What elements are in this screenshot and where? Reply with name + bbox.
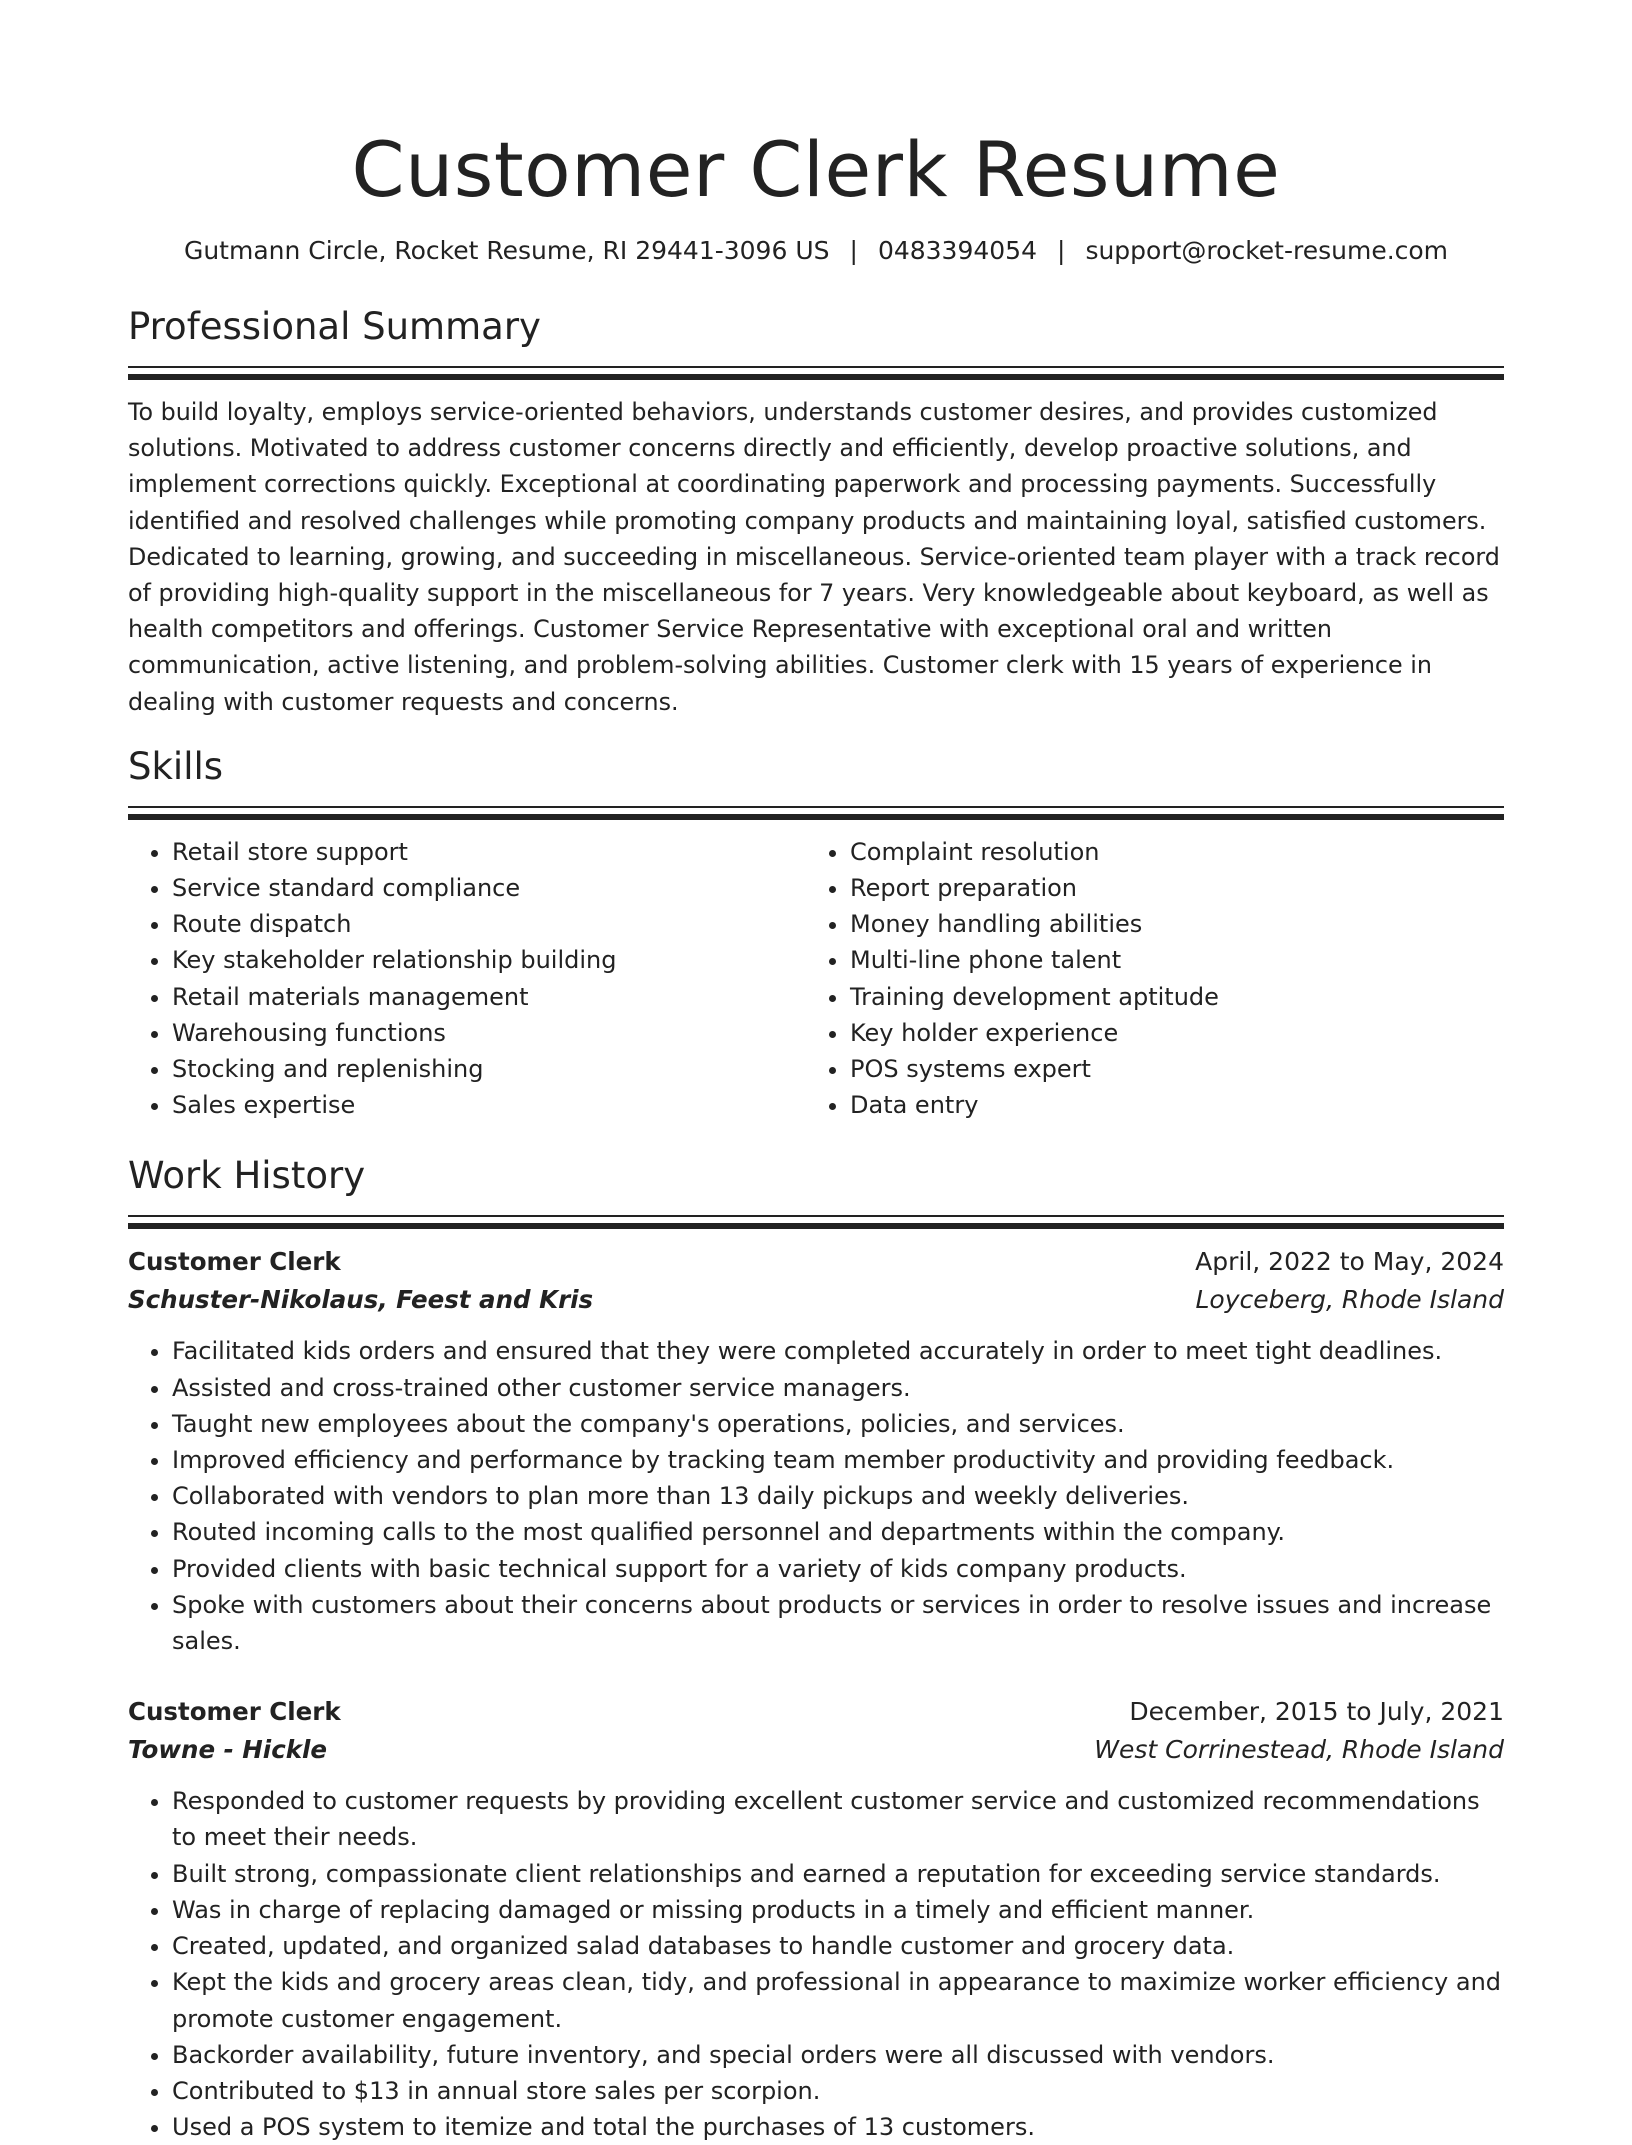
skill-item: • Stocking and replenishing xyxy=(172,1051,806,1087)
contact-separator: | xyxy=(849,236,858,265)
section-divider-thick xyxy=(128,374,1504,380)
summary-text: To build loyalty, employs service-oriented behaviors, understands customer desires, and provides customized solutions. Motivated to address customer concerns directly and efficiently, develop proactive solutions, and implement corrections quickly. Exceptional at coordinating paperwork and processing payments. Successfully identified and resolved challenges while promoting company products and maintaining loyal, satisfied customers. Dedicated to learning, growing, and succeeding in miscellaneous. Service-oriented team player with a track record of providing high-quality support in the miscellaneous for 7 years. Very knowledgeable about keyboard, as well as health competitors and offerings. Customer Service Representative with exceptional oral and written communication, active listening, and problem-solving abilities. Customer clerk with 15 years of experience in dealing with customer requests and concerns. xyxy=(128,398,1500,716)
job-entry xyxy=(128,1693,1504,2145)
skill-item: • Key holder experience xyxy=(850,1015,1484,1051)
resume-page xyxy=(128,0,1504,2145)
job-bullet: • Assisted and cross-trained other customer service managers. xyxy=(172,1370,1504,1406)
skill-item: • Route dispatch xyxy=(172,906,806,942)
job-location: Loyceberg, Rhode Island xyxy=(1195,1285,1504,1315)
job-bullet: • Provided clients with basic technical support for a variety of kids company products. xyxy=(172,1551,1504,1587)
skills-list-right xyxy=(806,834,1484,1124)
skill-item: • Data entry xyxy=(850,1087,1484,1123)
section-divider-thick xyxy=(128,814,1504,820)
job-location: West Corrinestead, Rhode Island xyxy=(1094,1735,1504,1765)
skill-item: • Multi-line phone talent xyxy=(850,942,1484,978)
job-bullet: • Used a POS system to itemize and total the purchases of 13 customers. xyxy=(172,2109,1504,2145)
skill-item: • Training development aptitude xyxy=(850,979,1484,1015)
job-company: Towne - Hickle xyxy=(128,1735,328,1765)
section-divider-thick xyxy=(128,1223,1504,1229)
job-bullet: • Backorder availability, future inventory, and special orders were all discussed with vendors. xyxy=(172,2037,1504,2073)
job-bullet: • Facilitated kids orders and ensured that they were completed accurately in order to meet tight deadlines. xyxy=(172,1333,1504,1369)
skill-item: • Key stakeholder relationship building xyxy=(172,942,806,978)
contact-address: Gutmann Circle, Rocket Resume, RI 29441-3096 US xyxy=(183,236,830,265)
skill-item: • Service standard compliance xyxy=(172,870,806,906)
job-subheader-row xyxy=(128,1281,1504,1319)
skills-section xyxy=(128,744,1504,1124)
contact-separator: | xyxy=(1057,236,1066,265)
resume-title: Customer Clerk Resume xyxy=(351,125,1281,214)
job-dates: December, 2015 to July, 2021 xyxy=(1129,1697,1504,1727)
skill-item: • POS systems expert xyxy=(850,1051,1484,1087)
job-bullet: • Taught new employees about the company's operations, policies, and services. xyxy=(172,1406,1504,1442)
job-company: Schuster-Nikolaus, Feest and Kris xyxy=(128,1285,594,1315)
job-bullet: • Improved efficiency and performance by tracking team member productivity and providing feedback. xyxy=(172,1442,1504,1478)
skill-item: • Warehousing functions xyxy=(172,1015,806,1051)
contact-email: support@rocket-resume.com xyxy=(1085,236,1449,265)
section-heading-summary: Professional Summary xyxy=(128,305,541,348)
skills-list-left xyxy=(128,834,806,1124)
job-bullet: • Kept the kids and grocery areas clean, tidy, and professional in appearance to maximize worker efficiency and promote customer engagement. xyxy=(172,1964,1504,2036)
job-bullet: • Created, updated, and organized salad databases to handle customer and grocery data. xyxy=(172,1928,1504,1964)
section-divider xyxy=(128,806,1504,808)
skill-item: • Report preparation xyxy=(850,870,1484,906)
job-dates: April, 2022 to May, 2024 xyxy=(1195,1247,1504,1277)
job-bullet: • Collaborated with vendors to plan more than 13 daily pickups and weekly deliveries. xyxy=(172,1478,1504,1514)
job-bullet: • Spoke with customers about their concerns about products or services in order to resolve issues and increase sales. xyxy=(172,1587,1504,1659)
section-heading-skills: Skills xyxy=(128,744,224,788)
skill-item: • Money handling abilities xyxy=(850,906,1484,942)
section-divider xyxy=(128,1215,1504,1217)
skill-item: • Complaint resolution xyxy=(850,834,1484,870)
skill-item: • Sales expertise xyxy=(172,1087,806,1123)
skills-columns xyxy=(128,834,1504,1124)
job-bullet: • Built strong, compassionate client relationships and earned a reputation for exceeding service standards. xyxy=(172,1856,1504,1892)
job-bullet: • Responded to customer requests by providing excellent customer service and customized recommendations to meet their needs. xyxy=(172,1783,1504,1855)
job-bullet: • Contributed to $13 in annual store sales per scorpion. xyxy=(172,2073,1504,2109)
job-bullets xyxy=(128,1333,1504,1659)
work-history-section xyxy=(128,1153,1504,2145)
section-heading-work-history: Work History xyxy=(128,1154,366,1198)
job-title: Customer Clerk xyxy=(128,1247,341,1277)
summary-section xyxy=(128,304,1504,720)
job-bullets xyxy=(128,1783,1504,2145)
skill-item: • Retail store support xyxy=(172,834,806,870)
job-header-row xyxy=(128,1693,1504,1731)
contact-phone: 0483394054 xyxy=(877,236,1037,265)
job-bullet: • Was in charge of replacing damaged or missing products in a timely and efficient manner. xyxy=(172,1892,1504,1928)
job-title: Customer Clerk xyxy=(128,1697,341,1727)
job-subheader-row xyxy=(128,1731,1504,1769)
section-divider xyxy=(128,366,1504,368)
job-bullet: • Routed incoming calls to the most qualified personnel and departments within the company. xyxy=(172,1514,1504,1550)
contact-line xyxy=(128,234,1504,268)
job-entry xyxy=(128,1243,1504,1659)
skill-item: • Retail materials management xyxy=(172,979,806,1015)
job-header-row xyxy=(128,1243,1504,1281)
